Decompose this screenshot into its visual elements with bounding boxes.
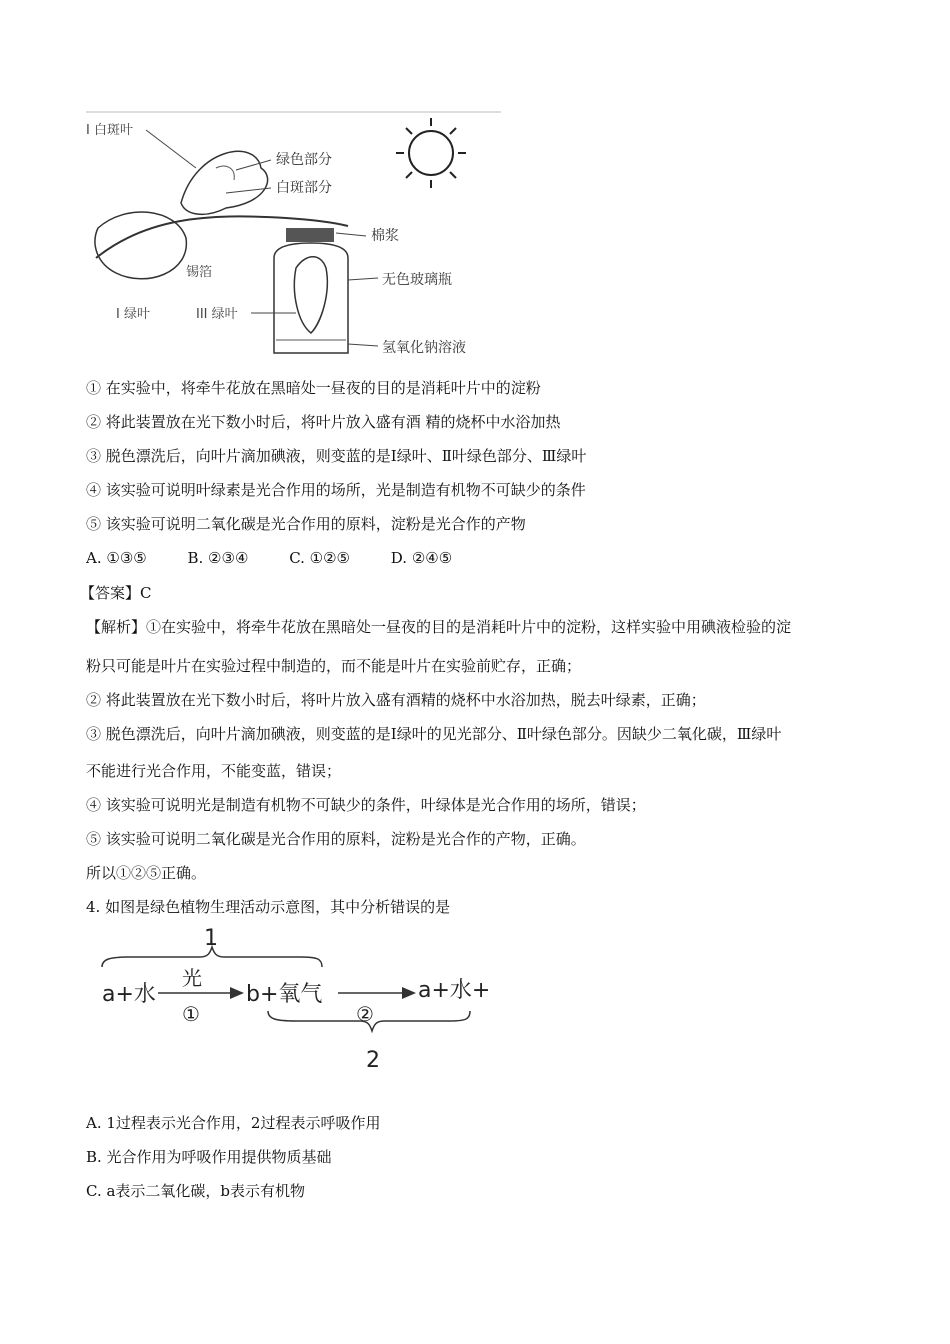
option-q4-b: B. 光合作用为呼吸作用提供物质基础 xyxy=(86,1148,332,1166)
arrow-2-head xyxy=(402,987,416,999)
analysis-line-6: ④ 该实验可说明光是制造有机物不可缺少的条件，叶绿体是光合作用的场所，错误； xyxy=(86,796,646,814)
arrow-1-head xyxy=(230,987,244,999)
analysis-line-4: ③ 脱色漂洗后，向叶片滴加碘液，则变蓝的是Ⅰ绿叶的见光部分、Ⅱ叶绿色部分。因缺少二氧化碳，Ⅲ绿叶 xyxy=(86,725,782,743)
label-white-part: 白斑部分 xyxy=(276,180,332,196)
answer: 【答案】C xyxy=(80,584,152,602)
analysis-line-2: 粉只可能是叶片在实验过程中制造的，而不能是叶片在实验前贮存，正确； xyxy=(86,657,582,675)
label-step-2: ② xyxy=(356,1002,374,1026)
statement-2: ② 将此装置放在光下数小时后，将叶片放入盛有酒 精的烧杯中水浴加热 xyxy=(86,413,561,431)
statement-4: ④ 该实验可说明叶绿素是光合作用的场所，光是制造有机物不可缺少的条件 xyxy=(86,481,586,499)
label-cotton: 棉浆 xyxy=(371,228,399,244)
label-spotted-leaf: I 白斑叶 xyxy=(86,123,133,138)
label-light: 光 xyxy=(182,966,202,990)
label-leaf-three: III 绿叶 xyxy=(196,307,238,322)
label-leaf-one: I 绿叶 xyxy=(116,307,150,322)
experiment-figure xyxy=(86,108,506,368)
label-respiration-products: a+水+ xyxy=(418,978,491,1003)
label-reactants: a+水 xyxy=(102,982,156,1007)
label-green-part: 绿色部分 xyxy=(276,152,332,168)
label-foil: 锡箔 xyxy=(186,265,213,280)
label-brace-2: 2 xyxy=(366,1048,380,1073)
process-diagram xyxy=(90,925,491,1085)
label-glass-bottle: 无色玻璃瓶 xyxy=(382,272,452,288)
label-step-1: ① xyxy=(182,1002,200,1026)
analysis-line-7: ⑤ 该实验可说明二氧化碳是光合作用的原料，淀粉是光合作的产物，正确。 xyxy=(86,830,586,848)
glass-bottle xyxy=(274,243,348,353)
option-a: A. ①③⑤ xyxy=(86,549,147,567)
option-b: B. ②③④ xyxy=(187,549,249,567)
question-4: 4. 如图是绿色植物生理活动示意图，其中分析错误的是 xyxy=(86,898,451,916)
option-q4-c: C. a表示二氧化碳，b表示有机物 xyxy=(86,1182,306,1200)
spotted-leaf xyxy=(181,151,268,214)
statement-5: ⑤ 该实验可说明二氧化碳是光合作用的原料，淀粉是光合作的产物 xyxy=(86,515,526,533)
label-products: b+氧气 xyxy=(246,982,323,1007)
sun-icon xyxy=(396,118,466,188)
analysis-line-1: 【解析】①在实验中，将牵牛花放在黑暗处一昼夜的目的是消耗叶片中的淀粉，这样实验中用碘液检验的淀 xyxy=(86,618,792,636)
bottle-leaf xyxy=(294,257,327,333)
option-d: D. ②④⑤ xyxy=(390,549,453,567)
label-naoh: 氢氧化钠溶液 xyxy=(382,340,466,356)
option-c: C. ①②⑤ xyxy=(289,549,351,567)
options-q3 xyxy=(86,548,488,568)
statement-1: ① 在实验中，将牵牛花放在黑暗处一昼夜的目的是消耗叶片中的淀粉 xyxy=(86,379,541,397)
cotton-plug xyxy=(286,228,334,242)
statement-3: ③ 脱色漂洗后，向叶片滴加碘液，则变蓝的是Ⅰ绿叶、Ⅱ叶绿色部分、Ⅲ绿叶 xyxy=(86,447,587,465)
analysis-line-3: ② 将此装置放在光下数小时后，将叶片放入盛有酒精的烧杯中水浴加热，脱去叶绿素，正确； xyxy=(86,691,706,709)
option-q4-a: A. 1过程表示光合作用，2过程表示呼吸作用 xyxy=(86,1114,381,1132)
analysis-line-8: 所以①②⑤正确。 xyxy=(86,864,207,882)
analysis-line-5: 不能进行光合作用，不能变蓝，错误； xyxy=(86,762,342,780)
label-brace-1: 1 xyxy=(204,926,218,951)
